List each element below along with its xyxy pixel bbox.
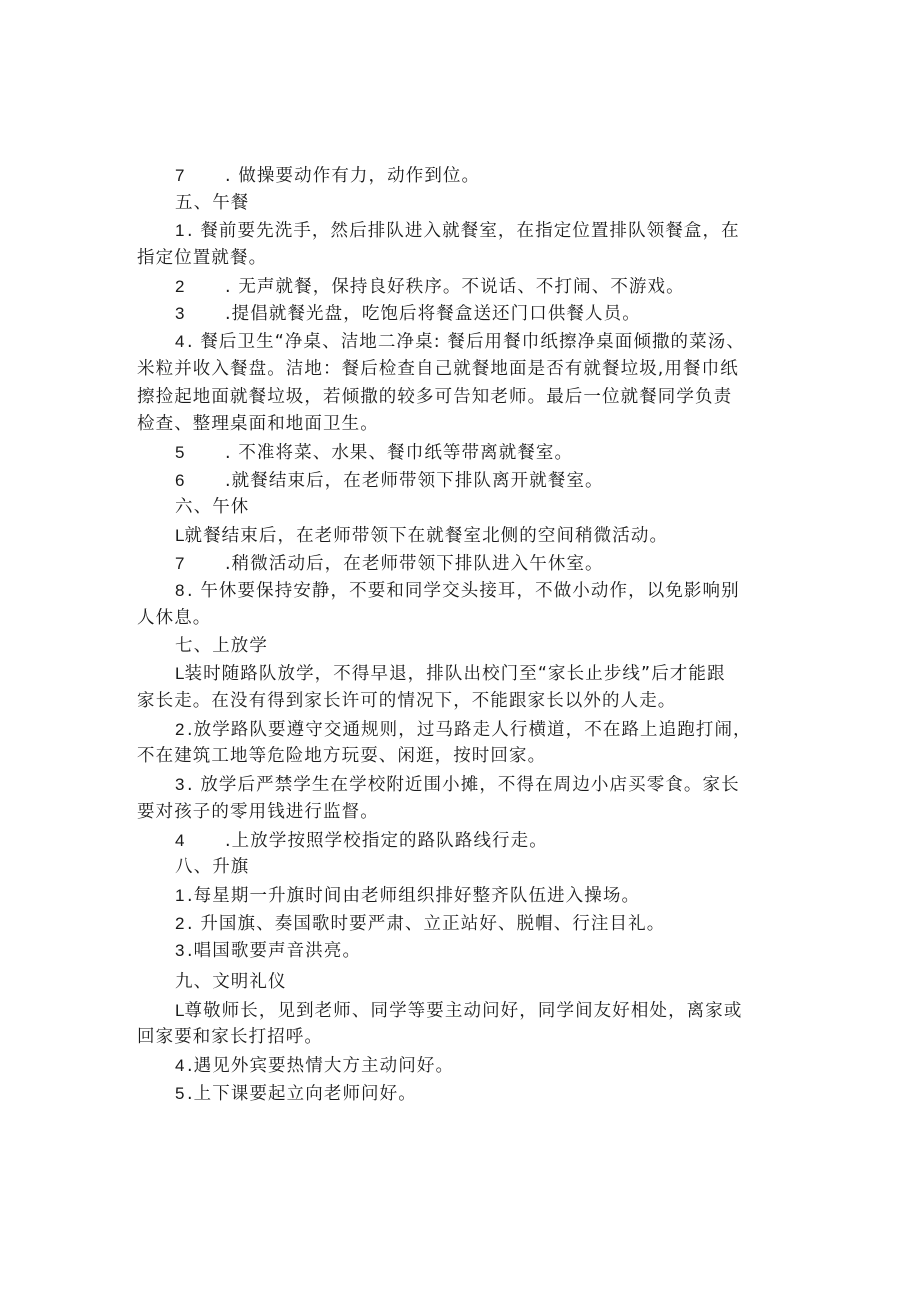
item-number: 5: [175, 442, 185, 462]
item-text: . 餐前要先洗手，然后排队进入就餐室，在指定位置排队领餐盒，在: [187, 221, 740, 242]
list-item: [137, 522, 792, 550]
list-item: [137, 550, 792, 578]
item-text: . 餐后卫生“净桌、洁地二净桌: 餐后用餐巾纸擦净桌面倾撒的菜汤、: [187, 332, 745, 353]
item-continuation: 米粒并收入餐盘。洁地：餐后检查自己就餐地面是否有就餐垃圾,用餐巾纸: [137, 358, 739, 379]
list-item: [137, 328, 792, 356]
list-item: [137, 997, 792, 1025]
section-heading: 七、上放学: [175, 635, 268, 656]
item-text: .放学路队要遵守交通规则，过马路走人行横道，不在路上追跑打闹，: [187, 719, 752, 740]
item-number: 3: [175, 775, 185, 795]
item-number: 3: [175, 941, 185, 961]
item-continuation: 人休息。: [137, 608, 212, 628]
item-text: . 不准将菜、水果、餐巾纸等带离就餐室。: [225, 442, 574, 463]
item-number: 2: [175, 913, 185, 933]
item-continuation: 回家要和家长打招呼。: [137, 1027, 323, 1048]
item-continuation: 家长走。在没有得到家长许可的情况下，不能跟家长以外的人走。: [137, 691, 677, 712]
item-text: . 午休要保持安静，不要和同学交头接耳，不做小动作，以免影响别: [187, 581, 740, 602]
item-number: L: [175, 664, 185, 684]
item-continuation: 擦捡起地面就餐垃圾，若倾撒的较多可告知老师。最后一位就餐同学负责: [137, 386, 733, 407]
list-item: [137, 300, 792, 328]
item-number: 7: [175, 166, 185, 185]
item-number: 5: [175, 1083, 185, 1103]
list-item: [137, 771, 792, 799]
item-number: 1: [175, 885, 185, 905]
item-number: 2: [175, 719, 185, 739]
item-text: .唱国歌要声音洪亮。: [187, 941, 362, 962]
item-text: . 无声就餐，保持良好秩序。不说话、不打闹、不游戏。: [225, 276, 685, 297]
item-text: .稍微活动后，在老师带领下排队进入午休室。: [225, 553, 604, 574]
list-item: [137, 937, 792, 965]
item-number: 1: [175, 221, 185, 241]
item-number: 8: [175, 581, 185, 601]
list-item: [137, 910, 792, 938]
list-item: [137, 162, 792, 190]
list-item: [137, 273, 792, 301]
item-text: . 做操要动作有力，动作到位。: [225, 166, 481, 186]
item-continuation: 要对孩子的零用钱进行监督。: [137, 801, 379, 822]
item-text: 装时随路队放学，不得早退，排队出校门至“家长止步线”后才能跟: [184, 664, 726, 685]
item-continuation: 检查、整理桌面和地面卫生。: [137, 414, 379, 435]
item-number: 2: [175, 276, 185, 296]
list-item: [137, 217, 792, 245]
item-text: . 放学后严禁学生在学校附近围小摊，不得在周边小店买零食。家长: [187, 775, 740, 796]
list-item: [137, 439, 792, 467]
item-text: .每星期一升旗时间由老师组织排好整齐队伍进入操场。: [187, 885, 641, 906]
item-number: 7: [175, 553, 185, 573]
document-body: [137, 162, 792, 1107]
item-number: 6: [175, 470, 185, 490]
item-text: .提倡就餐光盘，吃饱后将餐盒送还门口供餐人员。: [225, 304, 641, 325]
item-text: 就餐结束后，在老师带领下在就餐室北侧的空间稍微活动。: [184, 525, 669, 546]
section-heading: 六、午休: [175, 497, 250, 518]
item-text: 尊敬师长，见到老师、同学等要主动问好，同学间友好相处，离家或: [184, 1000, 743, 1021]
list-item: [137, 716, 792, 744]
section-heading: 八、升旗: [175, 857, 250, 878]
item-number: 4: [175, 1056, 185, 1075]
item-continuation: 不在建筑工地等危险地方玩耍、闲逛，按时回家。: [137, 746, 547, 767]
item-text: .遇见外宾要热情大方主动问好。: [187, 1056, 455, 1076]
list-item: [137, 882, 792, 910]
list-item: [137, 577, 792, 605]
item-number: 3: [175, 304, 185, 324]
list-item: [137, 660, 792, 688]
section-heading: 九、文明礼仪: [175, 971, 287, 992]
item-text: .上放学按照学校指定的路队路线行走。: [225, 830, 548, 851]
item-continuation: 指定位置就餐。: [137, 248, 268, 269]
list-item: [137, 1080, 792, 1108]
list-item: [137, 827, 792, 855]
item-number: L: [175, 525, 185, 545]
item-text: .就餐结束后，在老师带领下排队离开就餐室。: [225, 470, 604, 491]
item-text: .上下课要起立向老师问好。: [187, 1083, 417, 1104]
item-number: 4: [175, 332, 185, 352]
list-item: [137, 1052, 792, 1080]
item-text: . 升国旗、奏国歌时要严肃、立正站好、脱帽、行注目礼。: [187, 913, 666, 934]
list-item: [137, 467, 792, 495]
section-heading: 五、午餐: [175, 192, 250, 213]
item-number: 4: [175, 830, 185, 850]
item-number: L: [175, 1000, 185, 1020]
